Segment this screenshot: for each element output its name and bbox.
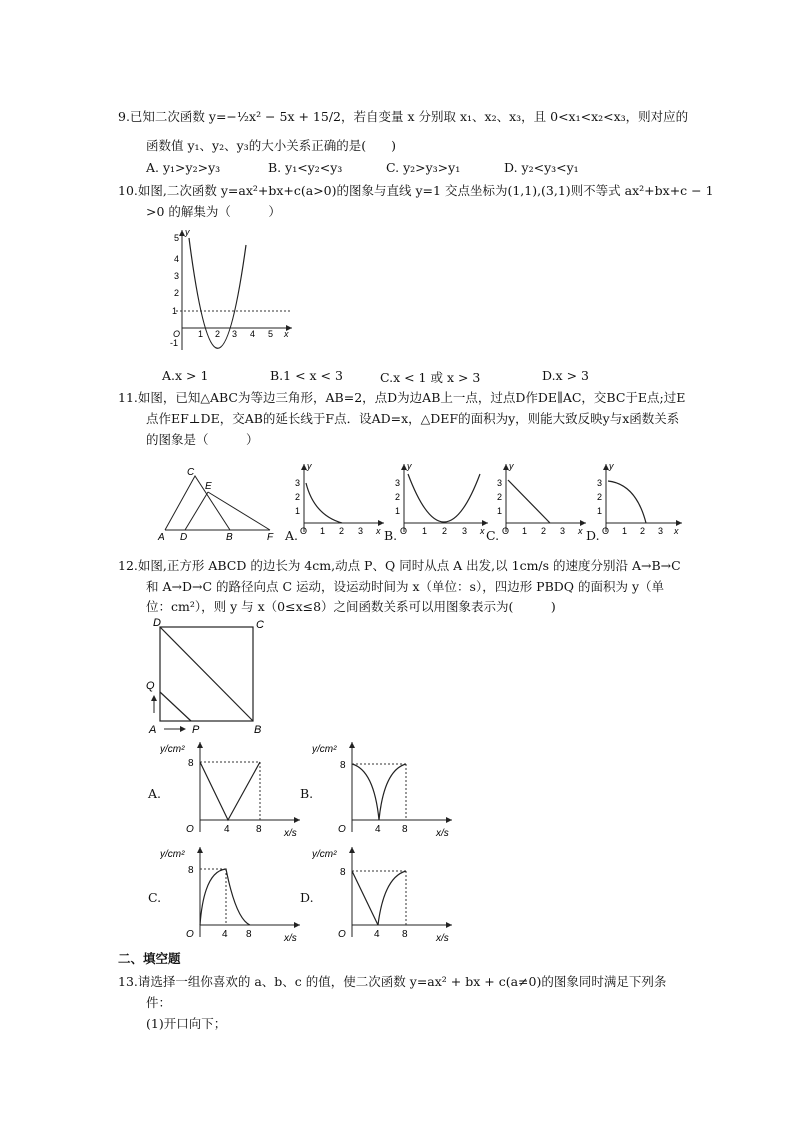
q13-line2: 件： [146, 995, 172, 1010]
q11c-xlabel: x [578, 526, 583, 536]
q11a-xtick-2: 2 [339, 526, 345, 536]
q10-origin: O [173, 329, 181, 339]
q11a-ytick-1: 1 [295, 506, 301, 516]
q12c-xtick-8: 8 [246, 929, 252, 940]
q11-option-a-graph [292, 460, 387, 540]
q12b-xtick-4: 4 [375, 824, 381, 835]
q9-line1: 9.已知二次函数 y=−½x² − 5x + 15/2，若自变量 x 分别取 x₁、x₂、x₃，且 0<x₁<x₂<x₃，则对应的 [118, 109, 689, 124]
q12-line2: 和 A→D→C 的路径向点 C 运动，设运动时间为 x（单位：s），四边形 PBDQ 的面积为 y（单 [146, 579, 665, 594]
q12-option-a-graph [160, 740, 305, 840]
q11-point-d: D [180, 532, 188, 542]
q11d-xtick-2: 2 [640, 526, 646, 536]
q10-option-c: C.x < 1 或 x > 3 [380, 370, 481, 385]
q11-point-c: C [187, 467, 195, 478]
q11-line3: 的图象是（ ） [146, 432, 259, 447]
q11d-ytick-1: 1 [597, 506, 603, 516]
q11c-xtick-3: 3 [560, 526, 566, 536]
q12b-ylabel: y/cm² [312, 744, 337, 755]
q11d-xlabel: x [674, 526, 679, 536]
q11c-xtick-2: 2 [541, 526, 547, 536]
q10-ytick-1: 1 [172, 306, 178, 316]
q12b-origin: O [338, 824, 346, 835]
q11-point-a: A [158, 532, 165, 542]
q11a-ytick-2: 2 [295, 492, 301, 502]
q10-line2: >0 的解集为（ ） [146, 204, 281, 219]
q13-line3: (1)开口向下； [146, 1016, 227, 1031]
q11-option-a-letter: A. [285, 528, 299, 543]
q11-option-c-graph [494, 460, 589, 540]
q11b-xtick-3: 3 [462, 526, 468, 536]
q11b-ytick-1: 1 [395, 506, 401, 516]
q12-point-q: Q [146, 680, 155, 692]
q10-ytick-5: 5 [174, 233, 180, 243]
q11-point-f: F [267, 532, 274, 542]
q11b-xlabel: x [480, 526, 485, 536]
q11-triangle-figure [155, 462, 285, 542]
q12a-ylabel: y/cm² [160, 744, 185, 755]
q12c-xlabel: x/s [284, 933, 297, 944]
q11a-ytick-3: 3 [295, 478, 301, 488]
q11b-xtick-1: 1 [422, 526, 428, 536]
q12d-xtick-8: 8 [402, 929, 408, 940]
q12d-ylabel: y/cm² [312, 849, 337, 860]
q12-option-c-graph [160, 845, 305, 945]
q11d-ylabel: y [609, 461, 614, 471]
q12-point-d: D [153, 617, 161, 629]
q11-point-b: B [226, 532, 233, 542]
q12a-ytick-8: 8 [188, 758, 194, 769]
q11-option-b-letter: B. [384, 528, 398, 543]
q12b-xtick-8: 8 [402, 824, 408, 835]
q12a-origin: O [186, 824, 194, 835]
q10-xtick-4: 4 [250, 329, 256, 339]
q12-option-b-letter: B. [300, 786, 314, 801]
q11-option-d-graph [594, 460, 686, 540]
q12a-xtick-8: 8 [256, 824, 262, 835]
q12-square-figure [144, 615, 274, 740]
q11d-ytick-3: 3 [597, 478, 603, 488]
q9-option-a: A. y₁>y₂>y₃ [146, 160, 221, 175]
q12-option-c-letter: C. [148, 890, 162, 905]
q12-point-c: C [256, 619, 264, 631]
q11-line1: 11.如图，已知△ABC为等边三角形，AB=2，点D为边AB上一点，过点D作DE∥AC，交BC于E点;过E [118, 390, 686, 405]
q11a-xtick-3: 3 [358, 526, 364, 536]
q12d-ytick-8: 8 [340, 867, 346, 878]
q11d-origin: O [602, 526, 610, 536]
q11c-xtick-1: 1 [522, 526, 528, 536]
q12-point-b: B [254, 724, 262, 736]
q12a-xlabel: x/s [284, 828, 297, 839]
q11a-xlabel: x [376, 526, 381, 536]
q12d-xtick-4: 4 [374, 929, 380, 940]
q12c-origin: O [186, 929, 194, 940]
q10-line1: 10.如图,二次函数 y=ax²+bx+c(a>0)的图象与直线 y=1 交点坐标为(1,1),(3,1)则不等式 ax²+bx+c − 1 [118, 183, 714, 198]
q12-line1: 12.如图,正方形 ABCD 的边长为 4cm,动点 P、Q 同时从点 A 出发,以 1cm/s 的速度分别沿 A→B→C [118, 558, 681, 573]
q11c-origin: O [502, 526, 510, 536]
q10-graph [162, 225, 297, 355]
q10-xtick-1: 1 [198, 329, 204, 339]
q12-line3: 位：cm²），则 y 与 x（0≤x≤8）之间函数关系可以用图象表示为( ) [146, 599, 556, 614]
q10-ylabel: y [185, 227, 190, 237]
q12-option-d-letter: D. [300, 890, 314, 905]
q11b-ytick-2: 2 [395, 492, 401, 502]
q12-point-a: A [149, 724, 157, 736]
q13-line1: 13.请选择一组你喜欢的 a、b、c 的值，使二次函数 y=ax² + bx + c(a≠0)的图象同时满足下列条 [118, 974, 667, 989]
q11a-ylabel: y [307, 461, 312, 471]
q12a-xtick-4: 4 [224, 824, 230, 835]
q10-xtick-3: 3 [232, 329, 238, 339]
q11a-xtick-1: 1 [320, 526, 326, 536]
q9-line2: 函数值 y₁、y₂、y₃的大小关系正确的是( ) [146, 138, 396, 153]
q11a-origin: O [300, 526, 308, 536]
q12-option-b-graph [312, 740, 457, 840]
q11d-xtick-1: 1 [622, 526, 628, 536]
q11b-ylabel: y [407, 461, 412, 471]
q11b-origin: O [400, 526, 408, 536]
q11c-ytick-1: 1 [497, 506, 503, 516]
q10-xtick-2: 2 [215, 329, 221, 339]
section-heading: 二、填空题 [118, 951, 181, 966]
q10-option-a: A.x > 1 [162, 368, 209, 383]
q12-option-a-letter: A. [148, 786, 162, 801]
q11c-ytick-3: 3 [497, 478, 503, 488]
q11c-ytick-2: 2 [497, 492, 503, 502]
q12-point-p: P [192, 724, 200, 736]
q12b-ytick-8: 8 [340, 760, 346, 771]
q11d-xtick-3: 3 [658, 526, 664, 536]
q11-option-c-letter: C. [486, 528, 500, 543]
q10-option-b: B.1 < x < 3 [270, 368, 343, 383]
q12d-xlabel: x/s [436, 933, 449, 944]
q11b-ytick-3: 3 [395, 478, 401, 488]
q10-option-d: D.x > 3 [542, 368, 589, 383]
q10-ytick-2: 2 [174, 288, 180, 298]
q9-option-b: B. y₁<y₂<y₃ [268, 160, 343, 175]
q12c-ytick-8: 8 [188, 865, 194, 876]
q10-xtick-5: 5 [268, 329, 274, 339]
q12c-ylabel: y/cm² [160, 849, 185, 860]
q10-ytick-neg1: -1 [170, 338, 179, 348]
q11-option-b-graph [392, 460, 492, 540]
q10-ytick-4: 4 [174, 254, 180, 264]
q11d-ytick-2: 2 [597, 492, 603, 502]
q11c-ylabel: y [509, 461, 514, 471]
q11-line2: 点作EF⊥DE，交AB的延长线于F点．设AD=x，△DEF的面积为y，则能大致反映y与x函数关系 [146, 411, 680, 426]
q9-option-d: D. y₂<y₃<y₁ [504, 160, 579, 175]
q10-xlabel: x [284, 329, 289, 339]
q11-point-e: E [205, 481, 212, 492]
q12d-origin: O [338, 929, 346, 940]
q12b-xlabel: x/s [436, 828, 449, 839]
q12-option-d-graph [312, 845, 457, 945]
q11-option-d-letter: D. [586, 528, 600, 543]
q11b-xtick-2: 2 [442, 526, 448, 536]
q9-option-c: C. y₂>y₃>y₁ [386, 160, 461, 175]
q12c-xtick-4: 4 [222, 929, 228, 940]
q10-ytick-3: 3 [174, 271, 180, 281]
